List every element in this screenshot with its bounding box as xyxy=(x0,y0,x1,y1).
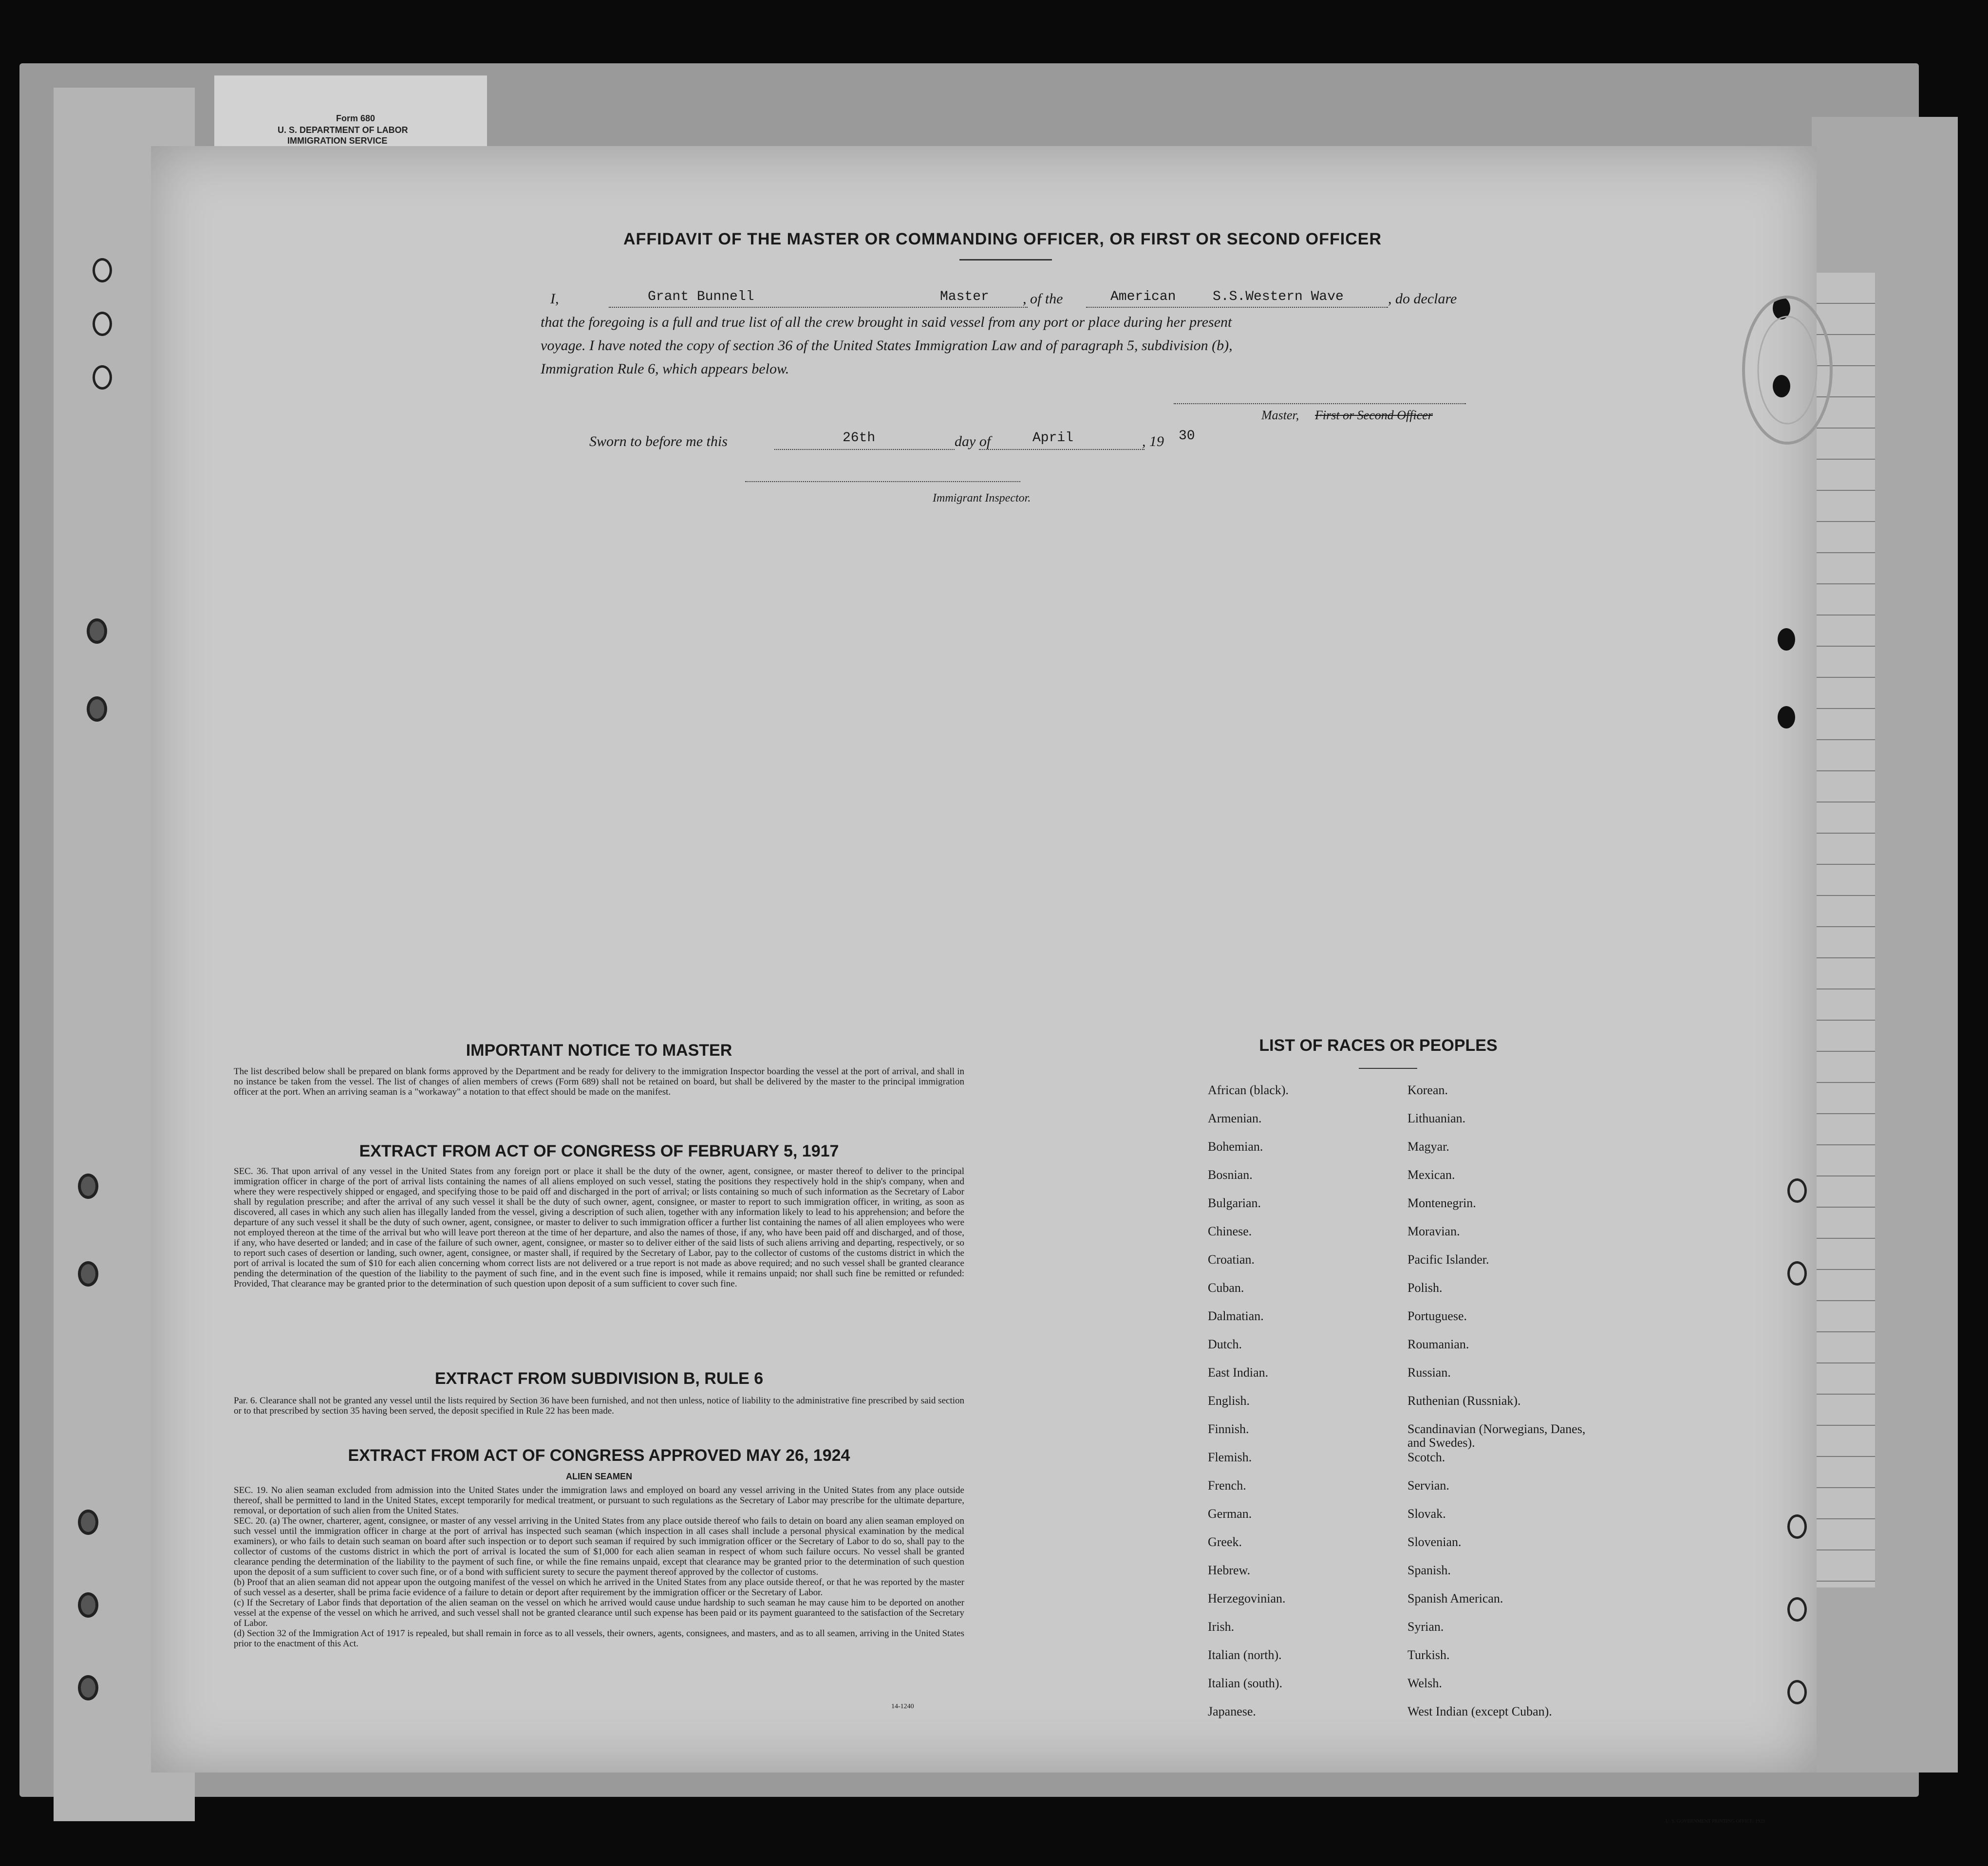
race-item: Flemish. xyxy=(1208,1450,1252,1464)
race-item: Dutch. xyxy=(1208,1337,1242,1351)
race-item: Greek. xyxy=(1208,1535,1242,1549)
year-prefix: , 19 xyxy=(1142,433,1164,449)
extract-1924-heading: EXTRACT FROM ACT OF CONGRESS APPROVED MAY 26, 1924 xyxy=(348,1446,850,1465)
race-item: Turkish. xyxy=(1407,1648,1450,1662)
race-item: Dalmatian. xyxy=(1208,1309,1264,1323)
punch-hole xyxy=(1787,1597,1807,1622)
race-item: Slovak. xyxy=(1407,1507,1446,1521)
race-item: Polish. xyxy=(1407,1281,1443,1295)
sworn-month: April xyxy=(1032,430,1074,446)
race-item: Pacific Islander. xyxy=(1407,1252,1489,1267)
race-item: Mexican. xyxy=(1407,1168,1455,1182)
signature-label: Master, xyxy=(1261,408,1299,422)
signature-struck-text: First or Second Officer xyxy=(1315,408,1433,422)
race-item: Russian. xyxy=(1407,1365,1451,1380)
department-name: U. S. DEPARTMENT OF LABOR xyxy=(278,125,408,135)
punch-hole xyxy=(87,618,107,644)
affidavit-prefix: I, xyxy=(550,291,559,307)
vessel-name: S.S.Western Wave xyxy=(1213,289,1344,304)
punch-hole xyxy=(1787,1261,1807,1286)
sworn-prefix: Sworn to before me this xyxy=(589,433,728,449)
race-item: Hebrew. xyxy=(1208,1563,1251,1577)
sec-20d-text: (d) Section 32 of the Immigration Act of 1917 is repealed, but shall remain in force as to all vessels, their owners, agents, consignees, and masters, and as to all seamen, arriving in the United States prior to the enactment of this Act. xyxy=(234,1628,964,1649)
ledger-grid-strip xyxy=(1817,273,1875,1587)
day-of-label: day of xyxy=(955,433,991,449)
inspector-signature-line xyxy=(745,481,1020,482)
sec-19-text: SEC. 19. No alien seaman excluded from admission into the United States under the immigration laws and employed on board any vessel arriving in the United States from any place outside thereof, shall be permitted to land in the United States, except temporarily for medical treatment, or pursuant to such regulations as the Secretary of Labor may prescribe for the ultimate departure, removal, or deportation of such alien from the United States. xyxy=(234,1485,964,1516)
affidavit-line-2: that the foregoing is a full and true list of all the crew brought in said vessel from any port or place during her present xyxy=(541,314,1232,330)
race-item: Magyar. xyxy=(1407,1139,1449,1154)
race-item: Slovenian. xyxy=(1407,1535,1462,1549)
race-item: Scandinavian (Norwegians, Danes, and Swedes). xyxy=(1407,1422,1586,1450)
service-name: IMMIGRATION SERVICE xyxy=(287,136,388,146)
rule6-text: Par. 6. Clearance shall not be granted any vessel until the lists required by Section 36 have been furnished, and not then unless, notice of liability to the administrative fine prescribed by said section or to that prescribed by section 35 having been served, the deposit specified in Rule 22 has been made. xyxy=(234,1396,964,1416)
race-item: Lithuanian. xyxy=(1407,1111,1466,1125)
race-item: Korean. xyxy=(1407,1083,1448,1097)
race-item: Roumanian. xyxy=(1407,1337,1469,1351)
extract-1924-body xyxy=(234,1485,964,1649)
race-item: African (black). xyxy=(1208,1083,1289,1097)
year-suffix: 30 xyxy=(1179,429,1195,444)
race-item: French. xyxy=(1208,1478,1246,1493)
race-item: Cuban. xyxy=(1208,1281,1244,1295)
sworn-day-line xyxy=(774,449,955,450)
extract-1917-text: SEC. 36. That upon arrival of any vessel in the United States from any foreign port or place it shall be the duty of the owner, agent, consignee, or master thereof to deliver to the principal immigration officer in charge of the port of arrival lists containing the names of all aliens employed on such vessel, stating the positions they respectively hold in the ship's company, when and where they were respectively shipped or engaged, and specifying those to be paid off and discharged in the port of arrival; or lists containing so much of such information as the Secretary of Labor shall by regulation prescribe; and after the arrival of any such vessel it shall be the duty of such owner, agent, consignee, or master to report to such immigration officer, in writing, as soon as discovered, all cases in which any such alien has illegally landed from the vessel, giving a description of such alien, together with any information likely to lead to his apprehension; and before the departure of any such vessel it shall be the duty of such owner, agent, consignee, or master to deliver to such immigration officer a further list containing the names of all alien employees who were not employed thereon at the time of the arrival but who will leave port thereon at the time of her departure, and also the names of those, if any, who have been paid off and discharged, and of those, if any, who have deserted or landed; and in case of the failure of such owner, agent, consignee, or master so to deliver either of the said lists of such aliens arriving and departing, respectively, or so to report such cases of desertion or landing, such owner, agent, consignee, or master shall, if required by the Secretary of Labor, pay to the collector of customs of the customs district in which the port of arrival is located the sum of $10 for each alien concerning whom correct lists are not delivered or a true report is not made as above required; and no such vessel shall be granted clearance pending the determination of the question of the liability to the payment of such fine, and in the event such fine is imposed, while it remains unpaid; nor shall such fine be remitted or refunded: Provided, That clearance may be granted prior to the determination of such question upon deposit of a sum sufficient to cover such fine. xyxy=(234,1166,964,1289)
race-item: Croatian. xyxy=(1208,1252,1255,1267)
races-heading: LIST OF RACES OR PEOPLES xyxy=(1259,1036,1498,1055)
punch-hole xyxy=(78,1174,98,1199)
sworn-day: 26th xyxy=(843,430,876,446)
alien-seamen-subheading: ALIEN SEAMEN xyxy=(565,1472,632,1481)
affidavit-line-3: voyage. I have noted the copy of section 36 of the United States Immigration Law and of paragraph 5, subdivision (b), xyxy=(541,337,1233,354)
race-item: Finnish. xyxy=(1208,1422,1249,1436)
race-item: German. xyxy=(1208,1507,1252,1521)
master-name: Grant Bunnell xyxy=(648,289,754,304)
sec-20b-text: (b) Proof that an alien seaman did not appear upon the outgoing manifest of the vessel on which he arrived in the United States from any place outside thereof, or that he was reported by the master of such vessel as a deserter, shall be prima facie evidence of a failure to detain or deport after requirement by the immigration officer or the Secretary of Labor. xyxy=(234,1577,964,1598)
vessel-nationality: American xyxy=(1110,289,1176,304)
race-item: Portuguese. xyxy=(1407,1309,1467,1323)
do-declare-label: , do declare xyxy=(1388,291,1457,307)
name-line xyxy=(609,307,1028,308)
signature-line xyxy=(1174,403,1466,404)
notice-heading: IMPORTANT NOTICE TO MASTER xyxy=(466,1041,732,1060)
race-item: Montenegrin. xyxy=(1407,1196,1476,1210)
race-item: West Indian (except Cuban). xyxy=(1407,1704,1552,1718)
punch-hole xyxy=(87,696,107,722)
punch-hole xyxy=(1787,1178,1807,1203)
vessel-line xyxy=(1086,307,1388,308)
punch-hole xyxy=(93,312,112,336)
rule6-heading: EXTRACT FROM SUBDIVISION B, RULE 6 xyxy=(434,1369,764,1388)
printer-imprint: U. S. GOVERNMENT PRINTING OFFICE: 1929 xyxy=(1666,1819,1765,1824)
race-item: Chinese. xyxy=(1208,1224,1252,1238)
title-rule xyxy=(959,259,1052,261)
form-code: 14-1240 xyxy=(891,1703,914,1710)
races-left-column xyxy=(1208,1083,1373,1733)
race-item: English. xyxy=(1208,1394,1250,1408)
race-item: Armenian. xyxy=(1208,1111,1262,1125)
punch-hole xyxy=(78,1510,98,1535)
race-item: Moravian. xyxy=(1407,1224,1460,1238)
of-the-label: , of the xyxy=(1023,291,1063,307)
sec-20a-text: SEC. 20. (a) The owner, charterer, agent, consignee, or master of any vessel arriving in the United States from any place outside thereof who fails to detain on board any alien seaman employed on such vessel until the immigration officer in charge at the port of arrival has inspected such seaman (which inspection in all cases shall include a personal physical examination by the medical examiners), or who fails to detain such seaman on board after such inspection or to deport such seaman if required by such immigration officer or the Secretary of Labor to do so, shall pay to the collector of customs of the customs district in which the port of arrival is located the sum of $1,000 for each alien seaman in respect of whom such failure occurs. No vessel shall be granted clearance pending the determination of the liability to the payment of such fine, or while the fine remains unpaid, except that clearance may be granted prior to the determination of such question upon the deposit of a sum sufficient to cover such fine, or of a bond with sufficient surety to secure the payment thereof approved by the collector of customs. xyxy=(234,1516,964,1577)
sec-20c-text: (c) If the Secretary of Labor finds that deportation of the alien seaman on the vessel on which he arrived would cause undue hardship to such seaman he may cause him to be deported on another vessel at the expense of the vessel on which he arrived, and such vessel shall not be granted clearance until such expense has been paid or its payment guaranteed to the satisfaction of the Secretary of Labor. xyxy=(234,1598,964,1628)
punch-hole xyxy=(78,1675,98,1700)
race-item: Scotch. xyxy=(1407,1450,1445,1464)
race-item: Servian. xyxy=(1407,1478,1449,1493)
race-item: Spanish. xyxy=(1407,1563,1451,1577)
race-item: Welsh. xyxy=(1407,1676,1442,1690)
punch-hole xyxy=(1778,706,1795,728)
inspector-label: Immigrant Inspector. xyxy=(933,492,1031,504)
races-right-column xyxy=(1407,1083,1593,1733)
race-item: Irish. xyxy=(1208,1620,1235,1634)
punch-hole xyxy=(1787,1680,1807,1704)
seal-stamp xyxy=(1739,292,1836,448)
punch-hole xyxy=(1778,628,1795,651)
race-item: Syrian. xyxy=(1407,1620,1444,1634)
race-item: East Indian. xyxy=(1208,1365,1269,1380)
affidavit-title: AFFIDAVIT OF THE MASTER OR COMMANDING OFFICER, OR FIRST OR SECOND OFFICER xyxy=(623,230,1382,248)
race-item: Ruthenian (Russniak). xyxy=(1407,1394,1521,1408)
race-item: Bulgarian. xyxy=(1208,1196,1261,1210)
race-item: Bohemian. xyxy=(1208,1139,1263,1154)
extract-1917-heading: EXTRACT FROM ACT OF CONGRESS OF FEBRUARY 5, 1917 xyxy=(359,1142,839,1160)
punch-hole xyxy=(93,258,112,282)
master-rank: Master xyxy=(940,289,989,304)
form-number: Form 680 xyxy=(336,113,375,123)
notice-text: The list described below shall be prepared on blank forms approved by the Department and be ready for delivery to the immigration Inspector boarding the vessel at the port of arrival, and shall in no instance be taken from the vessel. The list of changes of alien members of crews (Form 689) shall not be retained on board, but shall be delivered by the master to the principal immigration officer at the port. When an arriving seaman is a "workaway" a notation to that effect should be made on the manifest. xyxy=(234,1066,964,1097)
affidavit-line-4: Immigration Rule 6, which appears below. xyxy=(541,361,789,377)
race-item: Bosnian. xyxy=(1208,1168,1253,1182)
punch-hole xyxy=(1787,1514,1807,1539)
punch-hole xyxy=(93,365,112,390)
races-rule xyxy=(1359,1068,1417,1069)
race-item: Japanese. xyxy=(1208,1704,1256,1718)
punch-hole xyxy=(78,1261,98,1287)
race-item: Herzegovinian. xyxy=(1208,1591,1286,1605)
race-item: Italian (south). xyxy=(1208,1676,1283,1690)
race-item: Spanish American. xyxy=(1407,1591,1503,1605)
punch-hole xyxy=(78,1592,98,1618)
sworn-month-line xyxy=(979,449,1144,450)
race-item: Italian (north). xyxy=(1208,1648,1282,1662)
